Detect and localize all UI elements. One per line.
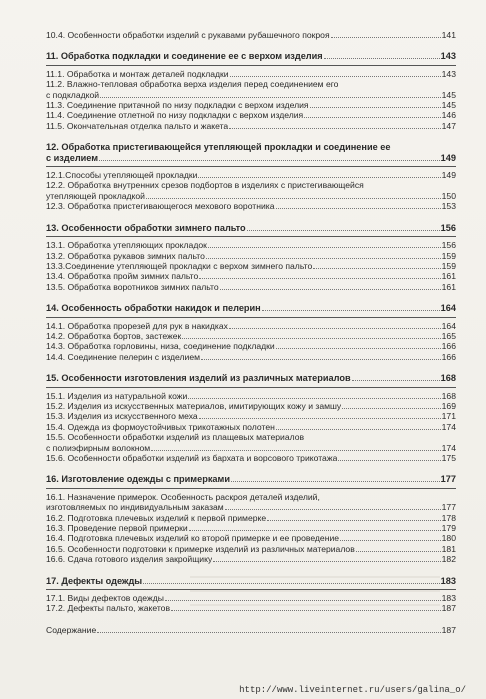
dot-leader bbox=[230, 76, 441, 77]
toc-entry[interactable] bbox=[46, 30, 456, 40]
bleed-through-line bbox=[190, 590, 440, 592]
toc-entry-text: 14.2. Обработка бортов, застежек bbox=[46, 330, 182, 341]
dot-leader bbox=[304, 117, 440, 118]
dot-leader bbox=[199, 418, 441, 419]
dot-leader bbox=[220, 289, 441, 290]
section-heading-continued[interactable] bbox=[46, 153, 456, 163]
toc-entry-text: 14.4. Соединение пелерин с изделием bbox=[46, 351, 201, 362]
table-of-contents bbox=[46, 30, 456, 635]
page-number: 187 bbox=[441, 624, 456, 635]
toc-entry-text: 11.1. Обработка и монтаж деталей подкладки bbox=[46, 68, 229, 79]
page-number: 187 bbox=[441, 603, 456, 614]
section-heading-text: 13. Особенности обработки зимнего пальто bbox=[46, 222, 246, 233]
toc-entry-text: с подкладкой bbox=[46, 89, 100, 100]
toc-entry[interactable] bbox=[46, 422, 456, 432]
dot-leader bbox=[276, 429, 441, 430]
page-number: 164 bbox=[441, 320, 456, 331]
section-gap bbox=[46, 292, 456, 303]
toc-entry[interactable] bbox=[46, 453, 456, 463]
toc-section bbox=[46, 30, 456, 40]
toc-section bbox=[46, 212, 456, 292]
toc-entry[interactable] bbox=[46, 170, 456, 180]
section-heading[interactable] bbox=[46, 474, 456, 484]
toc-entry[interactable] bbox=[46, 261, 456, 271]
toc-entry[interactable] bbox=[46, 180, 456, 190]
section-gap bbox=[46, 463, 456, 474]
toc-entry-text: 10.4. Особенности обработки изделий с рукавами рубашечного покроя bbox=[46, 30, 330, 40]
section-gap bbox=[46, 131, 456, 142]
toc-entry[interactable] bbox=[46, 544, 456, 554]
dot-leader bbox=[100, 97, 441, 98]
toc-entry-text: 15.5. Особенности обработки изделий из плащевых материалов bbox=[46, 432, 305, 443]
toc-entry[interactable] bbox=[46, 251, 456, 261]
section-gap bbox=[46, 565, 456, 576]
dot-leader bbox=[229, 128, 440, 129]
toc-entry[interactable] bbox=[46, 492, 456, 502]
page-number: 179 bbox=[441, 523, 456, 534]
toc-entry-text: 15.4. Одежда из формоустойчивых трикотажных полотен bbox=[46, 421, 275, 432]
dot-leader bbox=[324, 58, 440, 59]
toc-entry[interactable] bbox=[46, 533, 456, 543]
dot-leader bbox=[229, 328, 441, 329]
section-heading-text: 12. Обработка пристегивающейся утепляющей прокладки и соединение ее bbox=[46, 142, 391, 153]
page-number: 180 bbox=[441, 533, 456, 544]
toc-entry-text: изготовляемых по индивидуальным заказам bbox=[46, 502, 224, 513]
dot-leader bbox=[171, 610, 441, 611]
dot-leader bbox=[340, 540, 441, 541]
toc-entry-text: 16.3. Проведение первой примерки bbox=[46, 523, 188, 534]
section-heading-text: 16. Изготовление одежды с примерками bbox=[46, 474, 230, 485]
page-number: 183 bbox=[441, 593, 456, 604]
page-number: 169 bbox=[441, 400, 456, 411]
toc-entry[interactable] bbox=[46, 432, 456, 442]
toc-entry[interactable] bbox=[46, 443, 456, 453]
dot-leader bbox=[267, 520, 440, 521]
section-gap bbox=[46, 212, 456, 223]
toc-entry[interactable] bbox=[46, 411, 456, 421]
toc-section bbox=[46, 131, 456, 211]
toc-entry-text: 12.1.Способы утепляющей прокладки bbox=[46, 170, 198, 181]
bleed-through-line bbox=[190, 576, 440, 578]
bleed-through-line bbox=[190, 604, 440, 606]
dot-leader bbox=[189, 530, 441, 531]
toc-entry[interactable] bbox=[46, 352, 456, 362]
toc-entry[interactable] bbox=[46, 554, 456, 564]
dot-leader bbox=[331, 37, 441, 38]
page-number: 161 bbox=[441, 281, 456, 292]
section-heading[interactable] bbox=[46, 373, 456, 383]
dot-leader bbox=[151, 450, 441, 451]
dot-leader bbox=[310, 107, 441, 108]
dot-leader bbox=[276, 348, 441, 349]
page-number: 174 bbox=[441, 442, 456, 453]
section-rule bbox=[46, 317, 456, 318]
toc-entry[interactable] bbox=[46, 201, 456, 211]
dot-leader bbox=[201, 359, 441, 360]
page-number: 156 bbox=[440, 222, 456, 233]
page-number: 143 bbox=[441, 68, 456, 79]
dot-leader bbox=[231, 481, 440, 482]
toc-entry-text: 15.3. Изделия из искусственного меха bbox=[46, 411, 198, 422]
page-number: 168 bbox=[440, 373, 456, 384]
dot-leader bbox=[182, 338, 440, 339]
toc-entry[interactable] bbox=[46, 401, 456, 411]
toc-entry-text: 16.2. Подготовка плечевых изделий к первой примерке bbox=[46, 512, 267, 523]
toc-entry-text: 15.1. Изделия из натуральной кожи bbox=[46, 390, 188, 401]
page-number: 145 bbox=[441, 89, 456, 100]
page-number: 145 bbox=[441, 100, 456, 111]
page-number: 164 bbox=[440, 303, 456, 314]
toc-entry[interactable] bbox=[46, 513, 456, 523]
section-heading-text: 11. Обработка подкладки и соединение ее с верхом изделия bbox=[46, 51, 323, 62]
toc-entry-text: с полиэфирным волокном bbox=[46, 442, 151, 453]
page-number: 178 bbox=[441, 512, 456, 523]
toc-entry-text: 15.2. Изделия из искусственных материалов, имитирующих кожу и замшу bbox=[46, 400, 342, 411]
section-rule bbox=[46, 387, 456, 388]
toc-entry[interactable] bbox=[46, 341, 456, 351]
dot-leader bbox=[313, 268, 440, 269]
toc-entry-text: 12.3. Обработка пристегивающегося мехового воротника bbox=[46, 201, 275, 212]
toc-section bbox=[46, 292, 456, 362]
toc-entry-text: Содержание bbox=[46, 624, 97, 635]
toc-entry[interactable] bbox=[46, 321, 456, 331]
source-url[interactable]: http://www.liveinternet.ru/users/galina_o/ bbox=[239, 685, 466, 695]
page-number: 174 bbox=[441, 421, 456, 432]
page-number: 182 bbox=[441, 554, 456, 565]
toc-entry-text: 11.2. Влажно-тепловая обработка верха изделия перед соединением его bbox=[46, 79, 339, 90]
section-heading[interactable] bbox=[46, 51, 456, 61]
section-gap bbox=[46, 362, 456, 373]
section-heading-text: 17. Дефекты одежды bbox=[46, 575, 143, 586]
toc-entry[interactable] bbox=[46, 391, 456, 401]
toc-entry[interactable] bbox=[46, 79, 456, 89]
dot-leader bbox=[99, 160, 440, 161]
section-rule bbox=[46, 236, 456, 237]
dot-leader bbox=[188, 398, 440, 399]
toc-entry[interactable] bbox=[46, 90, 456, 100]
page-number: 153 bbox=[441, 201, 456, 212]
toc-entry[interactable] bbox=[46, 502, 456, 512]
toc-entry[interactable] bbox=[46, 271, 456, 281]
dot-leader bbox=[276, 208, 441, 209]
dot-leader bbox=[356, 551, 441, 552]
page-number: 175 bbox=[441, 453, 456, 463]
toc-entry-text: 16.4. Подготовка плечевых изделий ко второй примерке и ее проведение bbox=[46, 533, 340, 544]
toc-entry[interactable] bbox=[46, 331, 456, 341]
section-rule bbox=[46, 488, 456, 489]
dot-leader bbox=[206, 258, 441, 259]
section-heading[interactable] bbox=[46, 303, 456, 313]
dot-leader bbox=[247, 230, 440, 231]
toc-section bbox=[46, 362, 456, 463]
toc-entry[interactable] bbox=[46, 69, 456, 79]
toc-entry-text: 16.6. Сдача готового изделия закройщику bbox=[46, 554, 213, 565]
page-number: 166 bbox=[441, 341, 456, 352]
page-number: 166 bbox=[441, 351, 456, 362]
toc-entry[interactable] bbox=[46, 523, 456, 533]
toc-entry[interactable] bbox=[46, 100, 456, 110]
page-number: 146 bbox=[441, 110, 456, 121]
toc-entry-text: 17.2. Дефекты пальто, жакетов bbox=[46, 603, 171, 614]
section-rule bbox=[46, 166, 456, 167]
toc-entry[interactable] bbox=[46, 191, 456, 201]
page-number: 181 bbox=[441, 543, 456, 554]
dot-leader bbox=[97, 632, 440, 633]
section-heading-text: 15. Особенности изготовления изделий из различных материалов bbox=[46, 373, 351, 384]
page-number: 156 bbox=[441, 240, 456, 251]
section-gap bbox=[46, 40, 456, 51]
dot-leader bbox=[208, 247, 441, 248]
toc-entry-text: 15.6. Особенности обработки изделий из бархата и ворсового трикотажа bbox=[46, 453, 338, 463]
toc-entry-text: 16.5. Особенности подготовки к примерке изделий из различных материалов bbox=[46, 543, 355, 554]
dot-leader bbox=[225, 509, 441, 510]
dot-leader bbox=[165, 600, 441, 601]
dot-leader bbox=[199, 278, 440, 279]
section-gap bbox=[46, 614, 456, 625]
page-number: 177 bbox=[440, 474, 456, 485]
page-number: 159 bbox=[441, 260, 456, 271]
page-number: 171 bbox=[441, 411, 456, 422]
toc-entry[interactable] bbox=[46, 282, 456, 292]
toc-entry-text: 13.2. Обработка рукавов зимних пальто bbox=[46, 250, 205, 261]
dot-leader bbox=[342, 408, 440, 409]
toc-entry[interactable] bbox=[46, 121, 456, 131]
toc-entry-text: утепляющей прокладкой bbox=[46, 190, 145, 201]
toc-entry[interactable] bbox=[46, 593, 456, 603]
dot-leader bbox=[143, 583, 440, 584]
toc-entry[interactable] bbox=[46, 240, 456, 250]
page-number: 183 bbox=[440, 575, 456, 586]
toc-entry-text: 14.1. Обработка прорезей для рук в накидках bbox=[46, 320, 228, 331]
page-number: 161 bbox=[441, 271, 456, 282]
toc-section bbox=[46, 463, 456, 564]
toc-entry-text: 11.5. Окончательная отделка пальто и жакета bbox=[46, 120, 229, 131]
section-rule bbox=[46, 65, 456, 66]
page-number: 168 bbox=[441, 390, 456, 401]
toc-entry[interactable] bbox=[46, 625, 456, 635]
dot-leader bbox=[198, 177, 440, 178]
toc-entry-text: 13.1. Обработка утепляющих прокладок bbox=[46, 240, 207, 251]
toc-entry[interactable] bbox=[46, 110, 456, 120]
page-number: 177 bbox=[441, 502, 456, 513]
toc-section bbox=[46, 614, 456, 635]
page-number: 150 bbox=[441, 190, 456, 201]
toc-entry-text: 12.2. Обработка внутренних срезов подбортов в изделиях с пристегивающейся bbox=[46, 180, 364, 191]
toc-entry-text: 11.4. Соединение отлетной по низу подкладки с верхом изделия bbox=[46, 110, 304, 121]
section-heading[interactable] bbox=[46, 142, 456, 152]
page-number: 165 bbox=[441, 330, 456, 341]
toc-entry-text: 14.3. Обработка горловины, низа, соединение подкладки bbox=[46, 341, 275, 352]
toc-section bbox=[46, 40, 456, 131]
toc-entry-text: 17.1. Виды дефектов одежды bbox=[46, 593, 164, 604]
dot-leader bbox=[338, 460, 440, 461]
page-number: 141 bbox=[441, 30, 456, 40]
toc-entry-text: 16.1. Назначение примерок. Особенность раскроя деталей изделий, bbox=[46, 491, 320, 502]
page-number: 159 bbox=[441, 250, 456, 261]
toc-entry-text: 13.5. Обработка воротников зимних пальто bbox=[46, 281, 219, 292]
section-heading-continued-text: с изделием bbox=[46, 152, 99, 163]
page-number: 149 bbox=[440, 152, 456, 163]
page-number: 147 bbox=[441, 120, 456, 131]
toc-entry-text: 13.3.Соединение утепляющей прокладки с верхом зимнего пальто bbox=[46, 260, 313, 271]
dot-leader bbox=[213, 561, 440, 562]
dot-leader bbox=[352, 380, 440, 381]
toc-entry-text: 13.4. Обработка пройм зимних пальто bbox=[46, 271, 199, 282]
section-heading-text: 14. Особенность обработки накидок и пелерин bbox=[46, 303, 261, 314]
dot-leader bbox=[146, 198, 441, 199]
dot-leader bbox=[262, 310, 440, 311]
section-heading[interactable] bbox=[46, 223, 456, 233]
page-number: 143 bbox=[440, 51, 456, 62]
page-number: 149 bbox=[441, 170, 456, 181]
toc-entry-text: 11.3. Соединение притачной по низу подкладки с верхом изделия bbox=[46, 100, 309, 111]
